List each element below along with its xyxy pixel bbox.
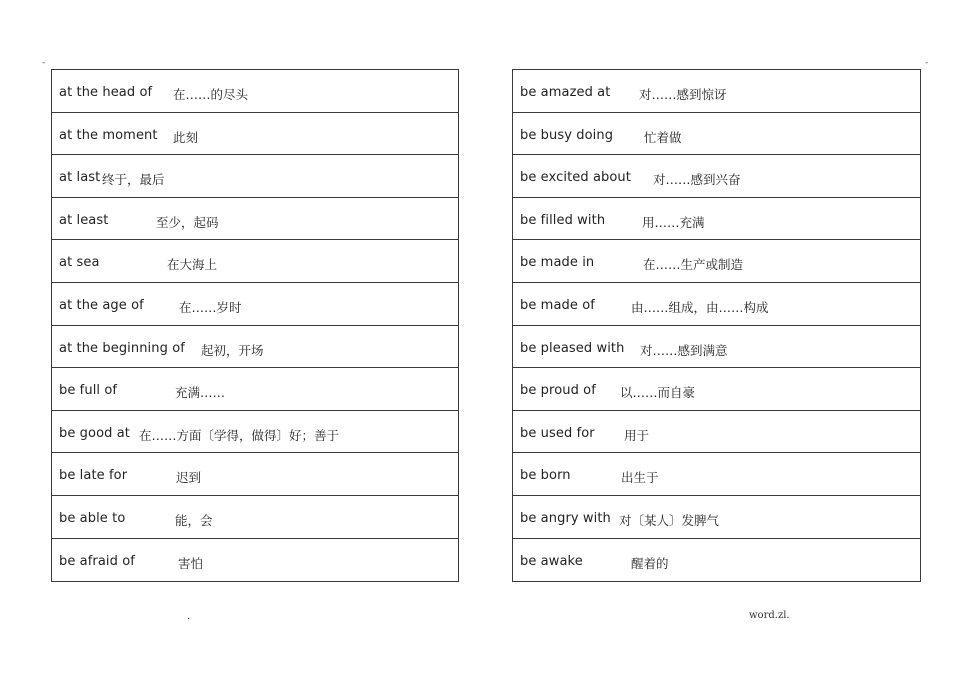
table-row: [52, 240, 458, 283]
table-row: [52, 411, 458, 454]
table-row: [513, 155, 920, 198]
table-row: [52, 453, 458, 496]
english-phrase: be good at: [59, 425, 130, 441]
table-row: [52, 368, 458, 411]
chinese-meaning: 对……感到兴奋: [653, 172, 741, 188]
table-row: [513, 198, 920, 241]
english-phrase: be born: [520, 468, 571, 484]
chinese-meaning: 对……感到满意: [640, 342, 728, 358]
table-row: [513, 70, 920, 113]
english-phrase: be angry with: [520, 510, 611, 526]
chinese-meaning: 用……充满: [642, 214, 705, 230]
chinese-meaning: 至少，起码: [156, 214, 219, 230]
english-phrase: be proud of: [520, 383, 596, 399]
table-row: [52, 155, 458, 198]
chinese-meaning: 由……组成，由……构成: [631, 299, 769, 315]
english-phrase: at the beginning of: [59, 340, 185, 356]
english-phrase: be able to: [59, 510, 126, 526]
footer-dot: .: [187, 611, 191, 622]
chinese-meaning: 醒着的: [631, 555, 669, 571]
english-phrase: at the head of: [59, 85, 153, 100]
phrase-table-right: [512, 69, 921, 582]
english-phrase: be pleased with: [520, 340, 625, 356]
english-phrase: at the moment: [59, 127, 158, 143]
english-phrase: be afraid of: [59, 553, 135, 569]
table-row: [52, 283, 458, 326]
phrase-table-left: [51, 69, 459, 582]
english-phrase: at last: [59, 170, 101, 186]
english-phrase: be awake: [520, 553, 583, 569]
chinese-meaning: 充满……: [175, 385, 226, 401]
table-row: [52, 496, 458, 539]
table-row: [513, 283, 920, 326]
chinese-meaning: 能，会: [175, 512, 213, 528]
chinese-meaning: 在……的尽头: [173, 87, 249, 102]
chinese-meaning: 在……方面〔学得，做得〕好；善于: [139, 427, 340, 443]
english-phrase: be filled with: [520, 212, 606, 228]
corner-mark-top-right: -: [925, 58, 929, 68]
chinese-meaning: 忙着做: [644, 129, 682, 145]
table-row: [513, 240, 920, 283]
chinese-meaning: 用于: [624, 427, 650, 443]
table-row: [52, 113, 458, 156]
chinese-meaning: 对……感到惊讶: [639, 87, 727, 102]
chinese-meaning: 害怕: [178, 555, 204, 571]
table-row: [513, 539, 920, 582]
english-phrase: at sea: [59, 255, 100, 271]
english-phrase: be used for: [520, 425, 595, 441]
chinese-meaning: 在……生产或制造: [643, 257, 744, 273]
english-phrase: be busy doing: [520, 127, 614, 143]
chinese-meaning: 在大海上: [167, 257, 218, 273]
chinese-meaning: 在……岁时: [179, 299, 242, 315]
table-row: [513, 496, 920, 539]
corner-mark-top-left: -: [42, 58, 46, 68]
english-phrase: be made in: [520, 255, 595, 271]
chinese-meaning: 迟到: [176, 470, 202, 486]
english-phrase: be made of: [520, 297, 595, 313]
english-phrase: at the age of: [59, 297, 144, 313]
footer-source: word.zl.: [749, 610, 790, 621]
english-phrase: be amazed at: [520, 85, 611, 100]
table-row: [513, 368, 920, 411]
chinese-meaning: 对〔某人〕发脾气: [619, 512, 720, 528]
english-phrase: be excited about: [520, 170, 631, 186]
table-row: [513, 411, 920, 454]
table-row: [513, 453, 920, 496]
chinese-meaning: 以……而自豪: [620, 385, 696, 401]
english-phrase: be late for: [59, 468, 128, 484]
chinese-meaning: 终于，最后: [102, 172, 165, 188]
table-row: [52, 198, 458, 241]
chinese-meaning: 此刻: [173, 129, 199, 145]
chinese-meaning: 起初，开场: [201, 342, 264, 358]
chinese-meaning: 出生于: [621, 470, 659, 486]
table-row: [52, 70, 458, 113]
table-row: [52, 326, 458, 369]
english-phrase: at least: [59, 212, 109, 228]
table-row: [513, 326, 920, 369]
table-row: [513, 113, 920, 156]
table-row: [52, 539, 458, 582]
english-phrase: be full of: [59, 383, 118, 399]
